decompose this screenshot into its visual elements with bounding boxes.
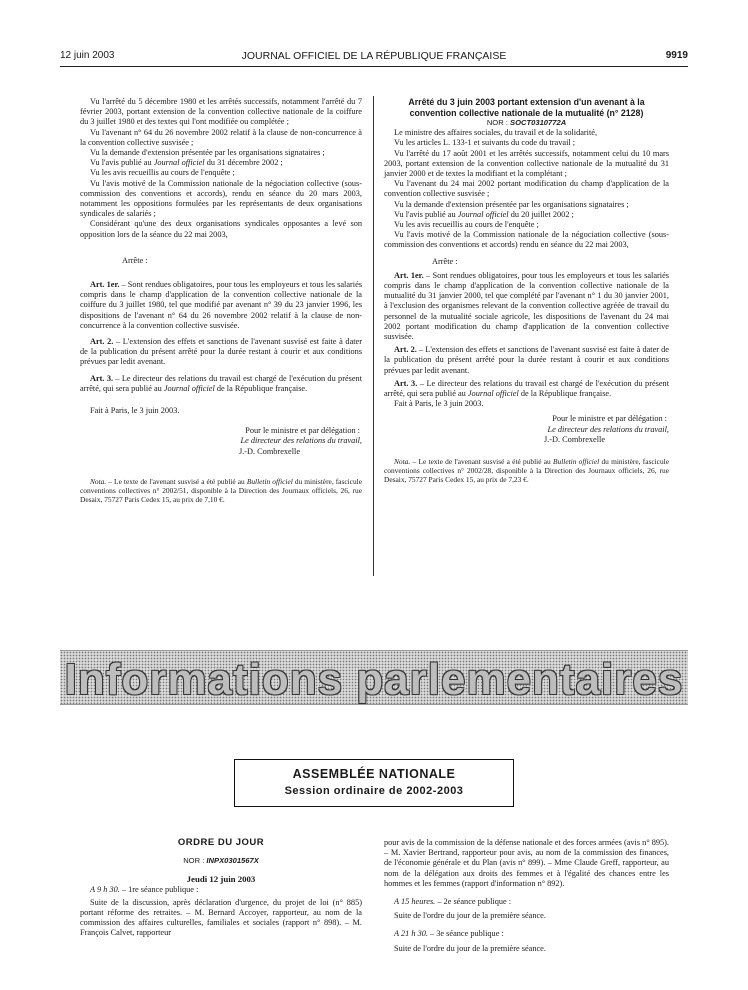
page-header xyxy=(60,50,688,66)
article-2: Art. 2. – L'extension des effets et sanctions de l'avenant susvisé est faite à dater de la publication du présent arrêté pour la durée restant à courir et aux conditions prévues par ledit avenant. xyxy=(384,345,669,375)
signature-name: J.-D. Combrexelle xyxy=(543,434,605,444)
visa: Vu les avis recueillis au cours de l'enquête ; xyxy=(90,168,235,178)
visa-jo: Vu l'avis publié au Journal officiel du 20 juillet 2002 ; xyxy=(394,209,574,219)
article-2: Art. 2. – L'extension des effets et sanctions de l'avenant susvisé est faite à dater de la publication du présent arrêté pour la durée restant à courir et aux conditions prévues par ledit avenant. xyxy=(80,337,362,367)
article-3: Art. 3. – Le directeur des relations du travail est chargé de l'exécution du présent arrêté, qui sera publié au Journal officiel de la République française. xyxy=(80,373,363,393)
sitting-day: Jeudi 12 juin 2003 xyxy=(186,874,256,885)
banner-title: Informations parlementaires xyxy=(64,655,684,704)
visa: Vu l'avenant du 24 mai 2002 portant modification du champ d'application de la convention collective susvisée ; xyxy=(384,179,669,199)
assembly-title: ASSEMBLÉE NATIONALE xyxy=(292,767,456,781)
assembly-heading-box xyxy=(234,759,514,807)
column-divider xyxy=(373,96,374,576)
visa: Vu l'avis motivé de la Commission nationale de la négociation collective (sous-commission des conventions et accords) rendu en séance du 22 mai 2003, xyxy=(384,230,669,250)
nor-reference: NOR : SOCT0310772A xyxy=(486,118,567,127)
ordre-left-column xyxy=(80,838,362,939)
visa-jo: Vu l'avis publié au Journal officiel du 31 décembre 2002 ; xyxy=(90,158,283,168)
arrete-title: Arrêté du 3 juin 2003 portant extension d'un avenant à la convention collective nationale de la mutualité (n° 2128) xyxy=(408,97,645,118)
session-title: Session ordinaire de 2002-2003 xyxy=(284,785,464,797)
visa: Vu les avis recueillis au cours de l'enquête ; xyxy=(394,220,539,230)
page-number: 9919 xyxy=(665,50,688,61)
arrete-heading: Arrête : xyxy=(122,255,148,265)
fait-a-paris: Fait à Paris, le 3 juin 2003. xyxy=(394,399,484,409)
visa: Vu l'avis motivé de la Commission nationale de la négociation collective (sous-commission des conventions et accords), rendu en séance du 20 mars 2003, notamment les oppositions formulées par les représentants de deux organisations syndicales de salariés ; xyxy=(80,178,362,219)
article-1: Art. 1er. – Sont rendues obligatoires, pour tous les employeurs et tous les salariés compris dans le champ d'application de la convention collective nationale de la coiffure du 3 juillet 1980, tel que modifié par avenant n° 39 du 23 janvier 1996, les dispositions de l'avenant n° 64 du 26 novembre 2002 relatif à la clause de non-concurrence à la convention collective susvisée. xyxy=(80,280,362,330)
visa: Vu la demande d'extension présentée par les organisations signataires ; xyxy=(394,199,629,209)
visa: Vu l'arrêté du 17 août 2001 et les arrêtés successifs, notamment celui du 10 mars 2003, portant extension de la convention collective nationale de la mutualité du 31 janvier 2000 et de textes la modifiant et la complétant ; xyxy=(384,148,669,179)
journal-title: JOURNAL OFFICIEL DE LA RÉPUBLIQUE FRANÇAISE xyxy=(241,50,507,62)
visa: Vu l'arrêté du 5 décembre 1980 et les arrêtés successifs, notamment l'arrêté du 7 février 2003, portant extension de la convention collective nationale de la coiffure du 3 juillet 1980 et des textes qui l'ont modifiée ou complétée ; xyxy=(80,97,362,127)
seance-2-text: Suite de l'ordre du jour de la première séance. xyxy=(394,911,546,921)
nota: Nota. – Le texte de l'avenant susvisé a été publié au Bulletin officiel du ministère, fascicule conventions collectives n° 2002/51, disponible à la Direction des Journaux officiels, 26, rue Desaix, 75727 Paris Cedex 15, au prix de 7,10 €. xyxy=(80,476,362,504)
seance-3-heading: A 21 h 30. – 3e séance publique : xyxy=(394,929,504,939)
visa: Vu l'avenant n° 64 du 26 novembre 2002 relatif à la clause de non-concurrence à la convention collective susvisée ; xyxy=(80,127,362,147)
article-1: Art. 1er. – Sont rendues obligatoires, pour tous les employeurs et tous les salariés compris dans le champ d'application de la convention collective nationale de la mutualité du 31 janvier 2000, tel que complété par l'avenant n° 1 du 30 janvier 2001, à l'exclusion des organismes relevant de la convention collective agréée de travail du personnel de la mutualité sociale agricole, les dispositions de l'avenant du 24 mai 2002 portant modification du champ d'application de la convention collective susvisée. xyxy=(384,270,669,342)
nota: Nota. – Le texte de l'avenant susvisé a été publié au Bulletin officiel du ministère, fascicule conventions collectives n° 2002/28, disponible à la Direction des Journaux officiels, 26, rue Desaix, 75727 Paris Cedex 15, au prix de 7,23 €. xyxy=(384,457,669,485)
seance-1-heading: A 9 h 30. – 1re séance publique : xyxy=(90,884,199,894)
article-3: Art. 3. – Le directeur des relations du travail est chargé de l'exécution du présent arrêté, qui sera publié au Journal officiel de la République française. xyxy=(384,378,670,399)
header-rule xyxy=(60,66,688,67)
signature-line-1: Pour le ministre et par délégation : xyxy=(552,414,667,424)
right-column xyxy=(384,97,669,484)
signature-line-1: Pour le ministre et par délégation : xyxy=(245,426,360,436)
preamble-minister: Le ministre des affaires sociales, du travail et de la solidarité, xyxy=(394,128,598,138)
seance-1-continuation: pour avis de la commission de la défense nationale et des forces armées (avis n° 895). – M. Xavier Bertrand, rapporteur pour avis, au nom de la commission des finances, de l'économie générale et du Plan (avis n° 899). – Mme Claude Greff, rapporteur, au nom de la délégation aux droits des femmes et à l'égalité des chances entre les hommes et les femmes (rapport d'information n° 892). xyxy=(384,838,669,888)
issue-date: 12 juin 2003 xyxy=(60,50,115,61)
ordre-right-column xyxy=(384,838,669,954)
nor-reference: NOR : INPX0301567X xyxy=(183,856,259,866)
signature-name: J.-D. Combrexelle xyxy=(238,446,300,456)
informations-parlementaires-banner xyxy=(60,650,688,705)
seance-3-text: Suite de l'ordre du jour de la première séance. xyxy=(394,943,546,953)
visa: Vu la demande d'extension présentée par les organisations signataires ; xyxy=(90,148,325,158)
seance-2-heading: A 15 heures. – 2e séance publique : xyxy=(394,897,512,907)
visa: Vu les articles L. 133-1 et suivants du code du travail ; xyxy=(394,138,576,148)
ordre-du-jour-title: ORDRE DU JOUR xyxy=(177,837,265,848)
arrete-heading: Arrête : xyxy=(432,256,458,266)
seance-1-text: Suite de la discussion, après déclaration d'urgence, du projet de loi (n° 885) portant réforme des retraites. – M. Bernard Accoyer, rapporteur, au nom de la commission des affaires culturelles, familiales et sociales (rapport n° 898). – M. François Calvet, rapporteur xyxy=(80,897,362,938)
signature-line-2: Le directeur des relations du travail, xyxy=(547,424,669,434)
fait-a-paris: Fait à Paris, le 3 juin 2003. xyxy=(90,406,180,416)
signature-line-2: Le directeur des relations du travail, xyxy=(240,436,362,446)
visa: Considérant qu'une des deux organisations syndicales opposantes a levé son opposition lors de la séance du 22 mai 2003, xyxy=(80,219,362,239)
left-column xyxy=(80,97,362,504)
